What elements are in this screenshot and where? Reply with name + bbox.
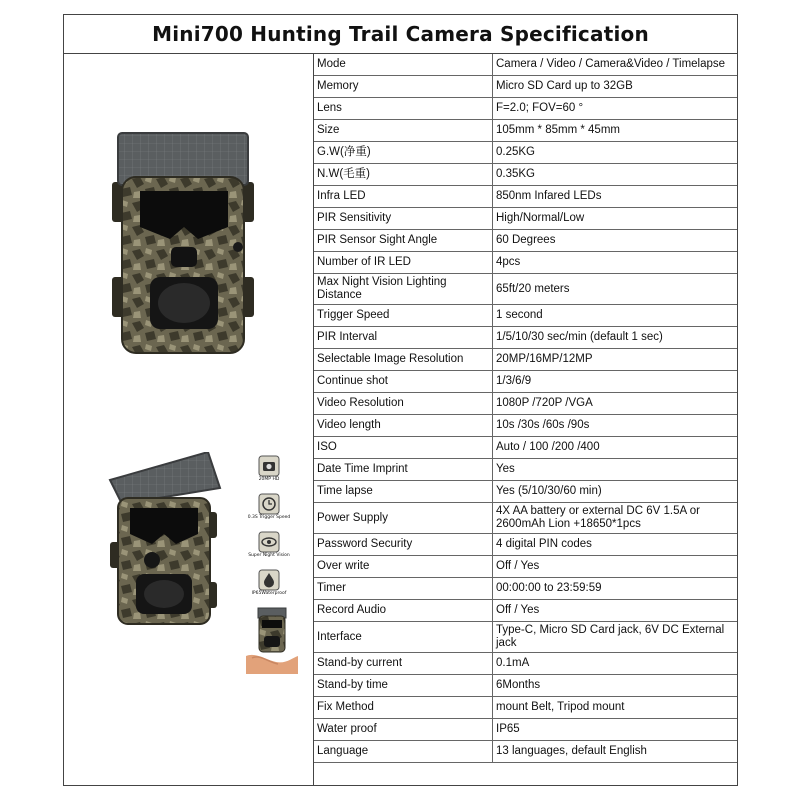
spec-table	[314, 54, 737, 763]
spec-row	[314, 186, 737, 208]
spec-label: PIR Sensitivity	[314, 208, 493, 230]
spec-value: Yes (5/10/30/60 min)	[493, 481, 738, 503]
spec-value: 4 digital PIN codes	[493, 534, 738, 556]
spec-label: Language	[314, 741, 493, 763]
spec-label: Interface	[314, 622, 493, 653]
spec-label: Memory	[314, 76, 493, 98]
spec-value: 13 languages, default English	[493, 741, 738, 763]
spec-value: IP65	[493, 719, 738, 741]
spec-row	[314, 415, 737, 437]
spec-value: 20MP/16MP/12MP	[493, 349, 738, 371]
spec-row	[314, 230, 737, 252]
spec-label: PIR Interval	[314, 327, 493, 349]
spec-value: Camera / Video / Camera&Video / Timelapse	[493, 54, 738, 76]
spec-sheet	[63, 14, 738, 786]
spec-value: 4X AA battery or external DC 6V 1.5A or 2600mAh Lion +18650*1pcs	[493, 503, 738, 534]
spec-value: 65ft/20 meters	[493, 274, 738, 305]
spec-value: 105mm * 85mm * 45mm	[493, 120, 738, 142]
spec-value: 0.35KG	[493, 164, 738, 186]
spec-value: Auto / 100 /200 /400	[493, 437, 738, 459]
spec-value: 6Months	[493, 675, 738, 697]
spec-label: Lens	[314, 98, 493, 120]
spec-row	[314, 697, 737, 719]
spec-label: N.W(毛重)	[314, 164, 493, 186]
clock-icon	[258, 493, 280, 515]
spec-label: Infra LED	[314, 186, 493, 208]
spec-value: F=2.0; FOV=60 °	[493, 98, 738, 120]
spec-row	[314, 741, 737, 763]
spec-label: ISO	[314, 437, 493, 459]
spec-row	[314, 437, 737, 459]
spec-label: Password Security	[314, 534, 493, 556]
spec-row	[314, 305, 737, 327]
spec-value: Off / Yes	[493, 600, 738, 622]
spec-value: 1/5/10/30 sec/min (default 1 sec)	[493, 327, 738, 349]
spec-row	[314, 54, 737, 76]
spec-row	[314, 719, 737, 741]
spec-label: Date Time Imprint	[314, 459, 493, 481]
spec-row	[314, 600, 737, 622]
spec-value: 0.25KG	[493, 142, 738, 164]
camera-front-image	[108, 127, 258, 357]
feature-badge-list	[246, 455, 292, 607]
spec-value: 00:00:00 to 23:59:59	[493, 578, 738, 600]
product-images	[64, 54, 314, 785]
spec-value: 4pcs	[493, 252, 738, 274]
spec-value: 0.1mA	[493, 653, 738, 675]
spec-row	[314, 142, 737, 164]
spec-label: Timer	[314, 578, 493, 600]
spec-value: Yes	[493, 459, 738, 481]
waterproof-icon	[258, 569, 280, 591]
spec-row	[314, 675, 737, 697]
spec-label: Record Audio	[314, 600, 493, 622]
spec-row	[314, 578, 737, 600]
spec-label: Number of IR LED	[314, 252, 493, 274]
spec-label: Video length	[314, 415, 493, 437]
spec-row	[314, 622, 737, 653]
spec-label: Size	[314, 120, 493, 142]
spec-row	[314, 327, 737, 349]
spec-label: Time lapse	[314, 481, 493, 503]
spec-row	[314, 481, 737, 503]
spec-label: Stand-by current	[314, 653, 493, 675]
spec-row	[314, 98, 737, 120]
spec-value: Off / Yes	[493, 556, 738, 578]
spec-label: Stand-by time	[314, 675, 493, 697]
spec-row	[314, 120, 737, 142]
spec-label: Fix Method	[314, 697, 493, 719]
spec-row	[314, 349, 737, 371]
spec-value: Type-C, Micro SD Card jack, 6V DC External jack	[493, 622, 738, 653]
feature-badge: IP65Waterproof	[246, 569, 292, 607]
spec-label: Video Resolution	[314, 393, 493, 415]
spec-label: Max Night Vision Lighting Distance	[314, 274, 493, 305]
spec-label: Continue shot	[314, 371, 493, 393]
spec-label: G.W(净重)	[314, 142, 493, 164]
spec-value: 1/3/6/9	[493, 371, 738, 393]
spec-row	[314, 393, 737, 415]
spec-row	[314, 164, 737, 186]
spec-label: Power Supply	[314, 503, 493, 534]
camera-icon	[258, 455, 280, 477]
spec-value: High/Normal/Low	[493, 208, 738, 230]
spec-row	[314, 371, 737, 393]
spec-label: Mode	[314, 54, 493, 76]
spec-row	[314, 503, 737, 534]
spec-row	[314, 556, 737, 578]
spec-row	[314, 459, 737, 481]
spec-row	[314, 653, 737, 675]
spec-label: Over write	[314, 556, 493, 578]
spec-row	[314, 76, 737, 98]
spec-value: 60 Degrees	[493, 230, 738, 252]
feature-badge: 20MP HD	[246, 455, 292, 493]
spec-value: 10s /30s /60s /90s	[493, 415, 738, 437]
spec-value: 1080P /720P /VGA	[493, 393, 738, 415]
page-title: Mini700 Hunting Trail Camera Specification	[64, 15, 737, 54]
night-vision-icon	[258, 531, 280, 553]
spec-value: Micro SD Card up to 32GB	[493, 76, 738, 98]
spec-label: PIR Sensor Sight Angle	[314, 230, 493, 252]
camera-in-hand-image	[246, 604, 298, 674]
spec-value: mount Belt, Tripod mount	[493, 697, 738, 719]
camera-angled-image	[108, 452, 223, 627]
spec-row	[314, 534, 737, 556]
spec-row	[314, 208, 737, 230]
spec-label: Water proof	[314, 719, 493, 741]
feature-badge: Super Night Vision	[246, 531, 292, 569]
spec-value: 1 second	[493, 305, 738, 327]
spec-row	[314, 252, 737, 274]
spec-value: 850nm Infared LEDs	[493, 186, 738, 208]
spec-row	[314, 274, 737, 305]
spec-label: Trigger Speed	[314, 305, 493, 327]
spec-label: Selectable Image Resolution	[314, 349, 493, 371]
feature-badge: 0.3S Trigger Speed	[246, 493, 292, 531]
